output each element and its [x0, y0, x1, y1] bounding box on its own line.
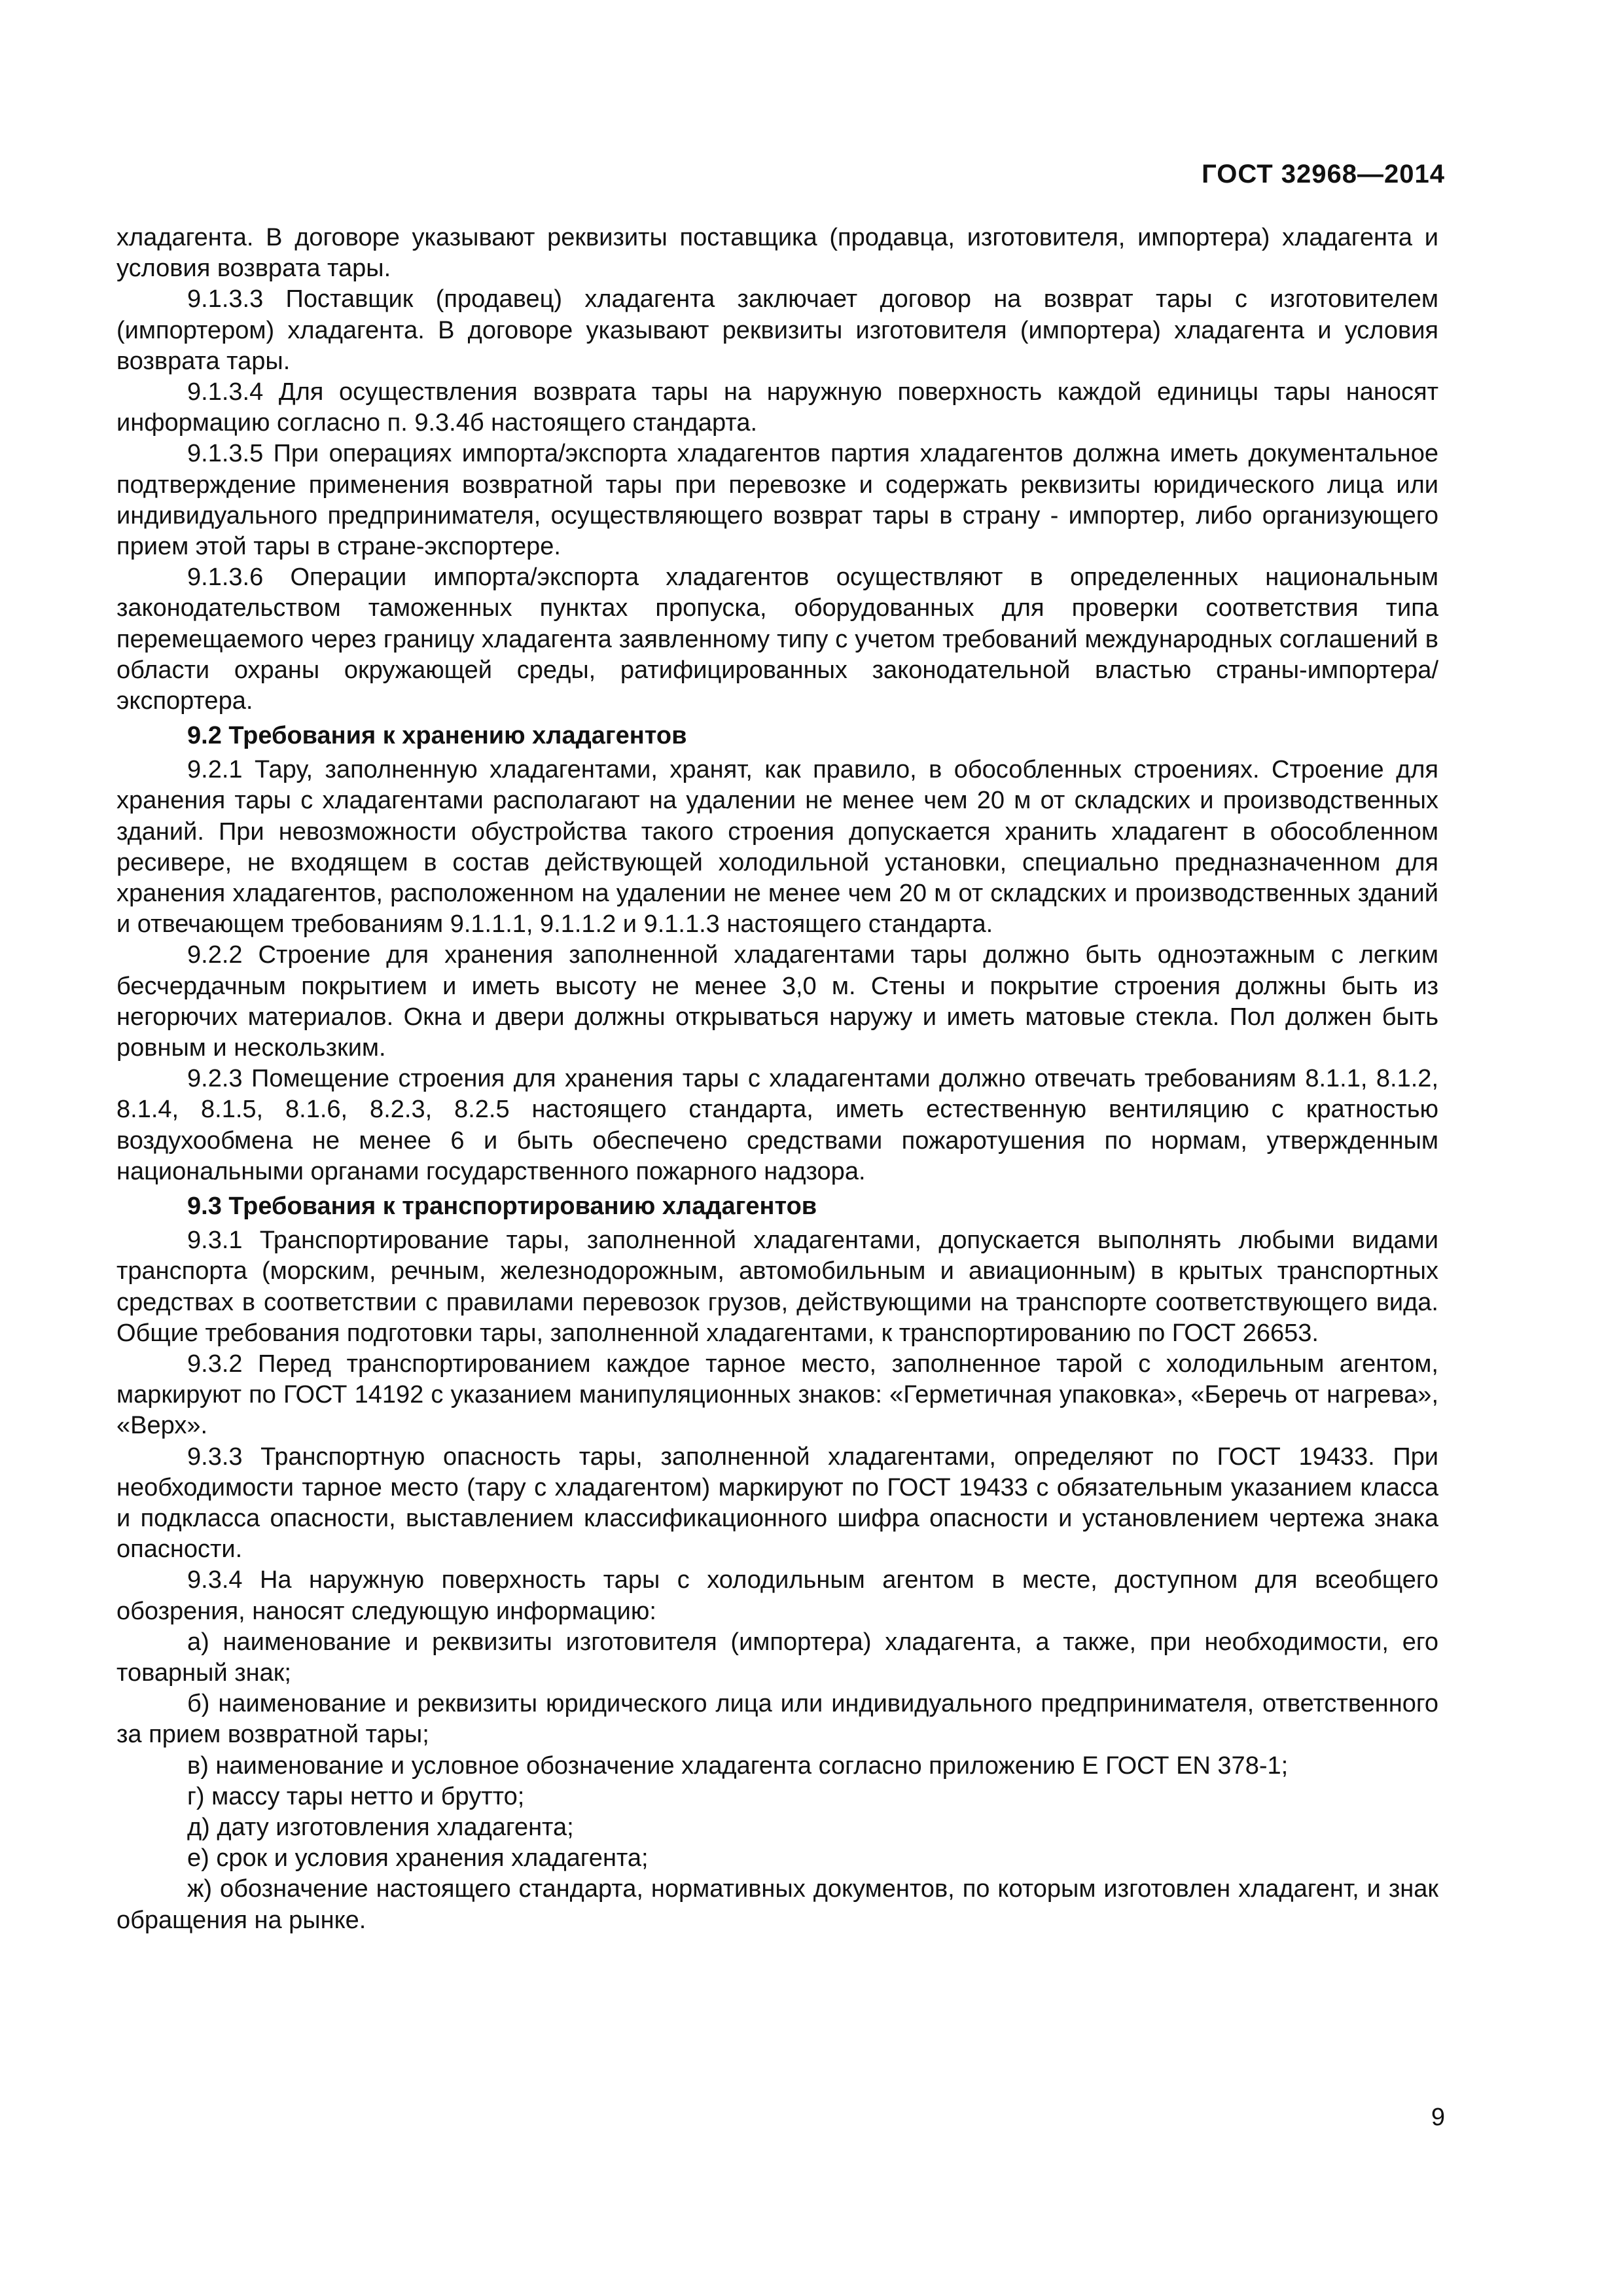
list-item-e: е) срок и условия хранения хладагента;: [187, 1844, 649, 1873]
paragraph-9-3-1: 9.3.1 Транспортирование тары, заполненной хладагентами, допускается выполнять любыми видами транспорта (морским, речным, железнодорожным, автомобильным и авиационным) в крытых транспортных средствах в соответствии с правилами перевозок грузов, действующими на транспорте соответствующего вида. Общие требования подготовки тары, заполненной хладагентами, к транспортированию по ГОСТ 26653.: [116, 1227, 1438, 1347]
paragraph-9-1-3-3: 9.1.3.3 Поставщик (продавец) хладагента заключает договор на возврат тары с изготовителем (импортером) хладагента. В договоре указывают реквизиты изготовителя (импортера) хладагента и условия возврата тары.: [116, 285, 1438, 375]
list-item-a: а) наименование и реквизиты изготовителя (импортера) хладагента, а также, при необходимости, его товарный знак;: [116, 1628, 1438, 1687]
list-item-v: в) наименование и условное обозначение хладагента согласно приложению Е ГОСТ EN 378-1;: [187, 1751, 1289, 1780]
paragraph-9-1-3-4: 9.1.3.4 Для осуществления возврата тары на наружную поверхность каждой единицы тары наносят информацию согласно п. 9.3.4б настоящего стандарта.: [116, 378, 1438, 437]
list-item-zh: ж) обозначение настоящего стандарта, нормативных документов, по которым изготовлен хладагент, и знак обращения на рынке.: [116, 1875, 1438, 1934]
paragraph-9-2-2: 9.2.2 Строение для хранения заполненной хладагентами тары должно быть одноэтажным с легким бесчердачным покрытием и иметь высоту не менее 3,0 м. Стены и покрытие строения должны быть из негорючих материалов. Окна и двери должны открываться наружу и иметь матовые стекла. Пол должен быть ровным и нескользким.: [116, 941, 1438, 1062]
section-heading-9-3: 9.3 Требования к транспортированию хладагентов: [187, 1193, 817, 1221]
section-heading-9-2: 9.2 Требования к хранению хладагентов: [187, 722, 687, 750]
paragraph-9-2-3: 9.2.3 Помещение строения для хранения тары с хладагентами должно отвечать требованиям 8.1.1, 8.1.2, 8.1.4, 8.1.5, 8.1.6, 8.2.3, 8.2.5 настоящего стандарта, иметь естественную вентиляцию с кратностью воздухообмена не менее 6 и быть обеспечено средствами пожаротушения по нормам, утвержденным национальными органами государственного пожарного надзора.: [116, 1065, 1438, 1185]
paragraph-9-1-3-5: 9.1.3.5 При операциях импорта/экспорта хладагентов партия хладагентов должна иметь документальное подтверждение применения возвратной тары при перевозке и содержать реквизиты юридического лица или индивидуального предпринимателя, осуществляющего возврат тары в страну - импортер, либо организующего прием этой тары в стране-экспортере.: [116, 440, 1438, 561]
list-item-g: г) массу тары нетто и брутто;: [187, 1782, 525, 1810]
paragraph-9-3-3: 9.3.3 Транспортную опасность тары, заполненной хладагентами, определяют по ГОСТ 19433. При необходимости тарное место (тару с хладагентом) маркируют по ГОСТ 19433 с обязательным указанием класса и подкласса опасности, выставлением классификационного шифра опасности и установлением чертежа знака опасности.: [116, 1443, 1438, 1564]
paragraph-9-3-4: 9.3.4 На наружную поверхность тары с холодильным агентом в месте, доступном для всеобщего обозрения, наносят следующую информацию:: [116, 1566, 1438, 1625]
document-code-header: ГОСТ 32968—2014: [1202, 160, 1445, 188]
paragraph-9-1-3-6: 9.1.3.6 Операции импорта/экспорта хладагентов осуществляют в определенных национальным законодательством таможенных пунктах пропуска, оборудованных для проверки соответствия типа перемещаемого через границу хладагента заявленному типу с учетом требований международных соглашений в области охраны окружающей среды, ратифицированных законодательной властью страны-импортера/экспортера.: [116, 564, 1438, 715]
paragraph-9-3-2: 9.3.2 Перед транспортированием каждое тарное место, заполненное тарой с холодильным агентом, маркируют по ГОСТ 14192 с указанием манипуляционных знаков: «Герметичная упаковка», «Беречь от нагрева», «Верх».: [116, 1350, 1438, 1440]
paragraph-continuation: хладагента. В договоре указывают реквизиты поставщика (продавца, изготовителя, импортера) хладагента и условия возврата тары.: [116, 224, 1438, 283]
page-number: 9: [1431, 2104, 1445, 2131]
list-item-d: д) дату изготовления хладагента;: [187, 1813, 574, 1841]
paragraph-9-2-1: 9.2.1 Тару, заполненную хладагентами, хранят, как правило, в обособленных строениях. Строение для хранения тары с хладагентами располагают на удалении не менее чем 20 м от складских и производственных зданий. При невозможности обустройства такого строения допускается хранить хладагент в обособленном ресивере, не входящем в состав действующей холодильной установки, специально предназначенном для хранения хладагентов, расположенном на удалении не менее чем 20 м от складских и производственных зданий и отвечающем требованиям 9.1.1.1, 9.1.1.2 и 9.1.1.3 настоящего стандарта.: [116, 756, 1438, 939]
list-item-b: б) наименование и реквизиты юридического лица или индивидуального предпринимателя, ответственного за прием возвратной тары;: [116, 1690, 1438, 1749]
document-body: [116, 223, 1438, 1936]
